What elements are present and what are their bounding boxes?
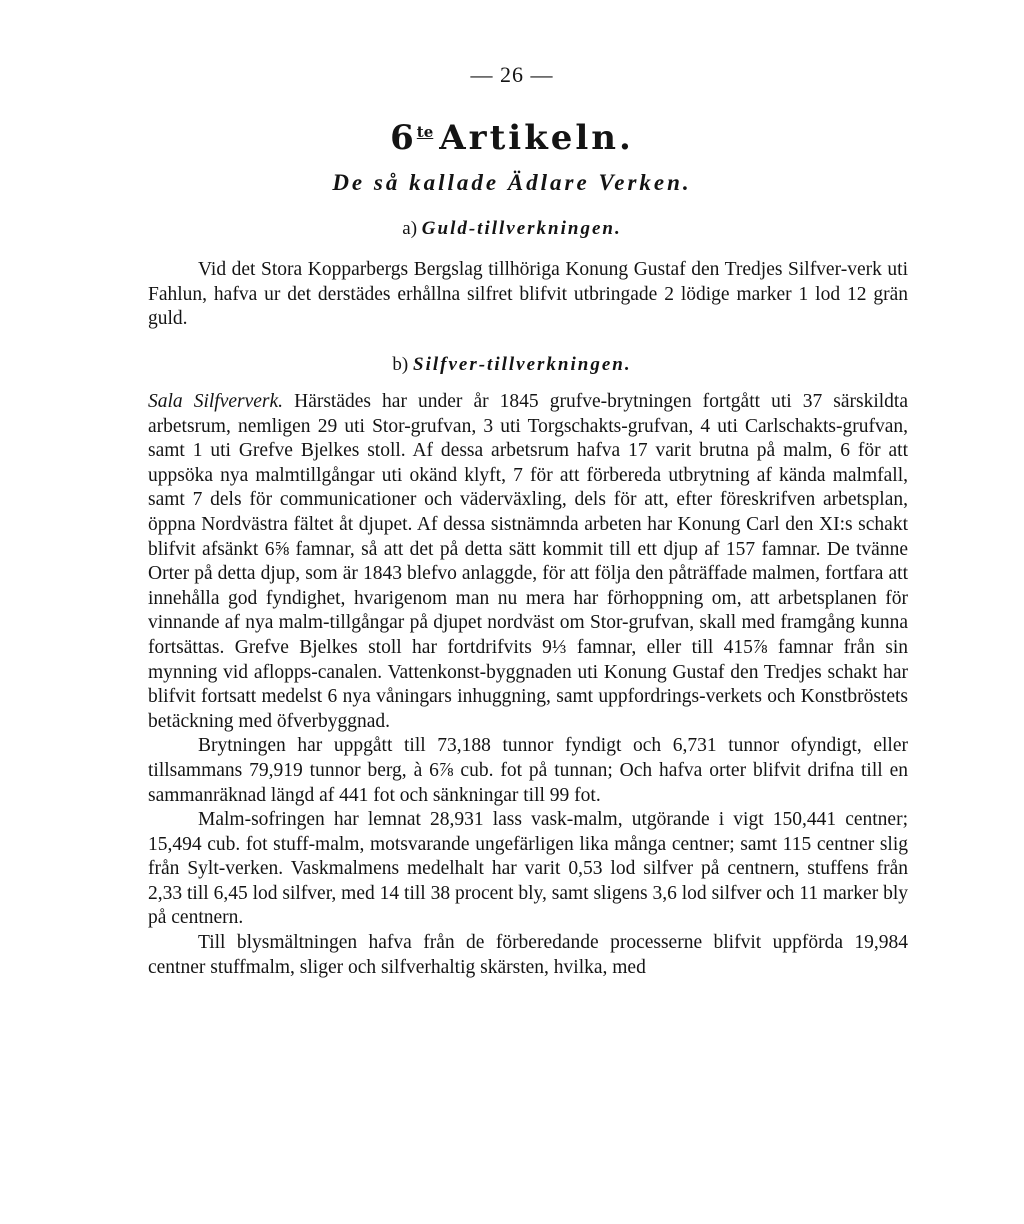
subsection-a-heading bbox=[0, 218, 1024, 240]
section-title: De så kallade Ädlare Verken. bbox=[332, 170, 692, 195]
article-word: Artikeln. bbox=[439, 118, 634, 158]
subsection-a-title: Guld-tillverkningen. bbox=[421, 218, 622, 239]
paragraph-b3: Malm-sofringen har lemnat 28,931 lass vask-malm, utgörande i vigt 150,441 centner; 15,494 cub. fot stuff-malm, motsvarande ungefärligen lika många centner; samt 115 centner slig från Sylt-verken. Vaskmalmens medelhalt har varit 0,53 lod silfver på centnern, stuffens från 2,33 till 6,45 lod silfver, med 14 till 38 procent bly, samt sligens 3,6 lod silfver och 11 marker bly på centnern. bbox=[148, 809, 908, 929]
article-heading bbox=[0, 118, 1024, 158]
paragraph-b1-text: Härstädes har under år 1845 grufve-brytningen fortgått uti 37 särskildta arbetsrum, nemligen 29 uti Stor-grufvan, 3 uti Torgschakts-grufvan, 4 uti Carlschakts-grufvan, samt 1 uti Grefve Bjelkes stoll. Af dessa arbetsrum hafva 17 varit brutna på malm, 6 för att uppsöka nya malmtillgångar uti okänd klyft, 7 för att förbereda utbrytning af kända malmfall, samt 7 dels för communicationer och väderväxling, dels för att, efter föreskrifven arbetsplan, öppna Nordvästra fältet åt djupet. Af dessa sistnämnda arbeten har Konung Carl den XI:s schakt blifvit afsänkt 6⅝ famnar, så att det på detta sätt kommit till ett djup af 157 famnar. De tvänne Orter på detta djup, som är 1843 blefvo anlaggde, för att följa den påträffade malmen, fortfara att innehålla god fyndighet, hvarigenom man nu mera har förhoppning om, att arbetsplanen för vinnande af nya malm-tillgångar på djupet nordväst om Stor-grufvan, skall med framgång kunna fortsättas. Grefve Bjelkes stoll har fortdrifvits 9⅓ famnar, eller till 415⅞ famnar från sin mynning vid aflopps-canalen. Vattenkonst-byggnaden uti Konung Gustaf den Tredjes schakt har blifvit fortsatt medelst 6 nya våningars inhuggning, samt uppfordrings-verkets och Konstbröstets betäckning med öfverbyggnad. bbox=[148, 391, 909, 732]
paragraph-b4: Till blysmältningen hafva från de förberedande processerne blifvit uppförda 19,984 centner stuffmalm, sliger och silfverhaltig skärsten, hvilka, med bbox=[148, 932, 908, 978]
section-b-body bbox=[148, 390, 908, 980]
paragraph-b1 bbox=[148, 390, 908, 734]
section-a-body bbox=[148, 258, 908, 332]
paragraph-a: Vid det Stora Kopparbergs Bergslag tillhöriga Konung Gustaf den Tredjes Silfver-verk uti Fahlun, hafva ur det derstädes erhållna silfret blifvit utbringade 2 lödige marker 1 lod 12 grän guld. bbox=[148, 259, 908, 330]
article-ordinal: 6 bbox=[390, 118, 417, 158]
subsection-b-title: Silfver-tillverkningen. bbox=[413, 354, 632, 375]
paragraph-b2: Brytningen har uppgått till 73,188 tunnor fyndigt och 6,731 tunnor ofyndigt, eller tillsammans 79,919 tunnor berg, à 6⅞ cub. fot på tunnan; Och hafva orter blifvit drifna till en sammanräknad längd af 441 fot och sänkningar till 99 fot. bbox=[148, 735, 908, 806]
article-ordinal-suffix: te bbox=[416, 122, 434, 141]
subsection-b-marker: b) bbox=[392, 354, 409, 375]
page-number: — 26 — bbox=[470, 62, 554, 87]
subsection-a-marker: a) bbox=[402, 218, 418, 239]
paragraph-b1-lead: Sala Silfververk. bbox=[148, 391, 284, 412]
subsection-b-heading bbox=[0, 354, 1024, 376]
